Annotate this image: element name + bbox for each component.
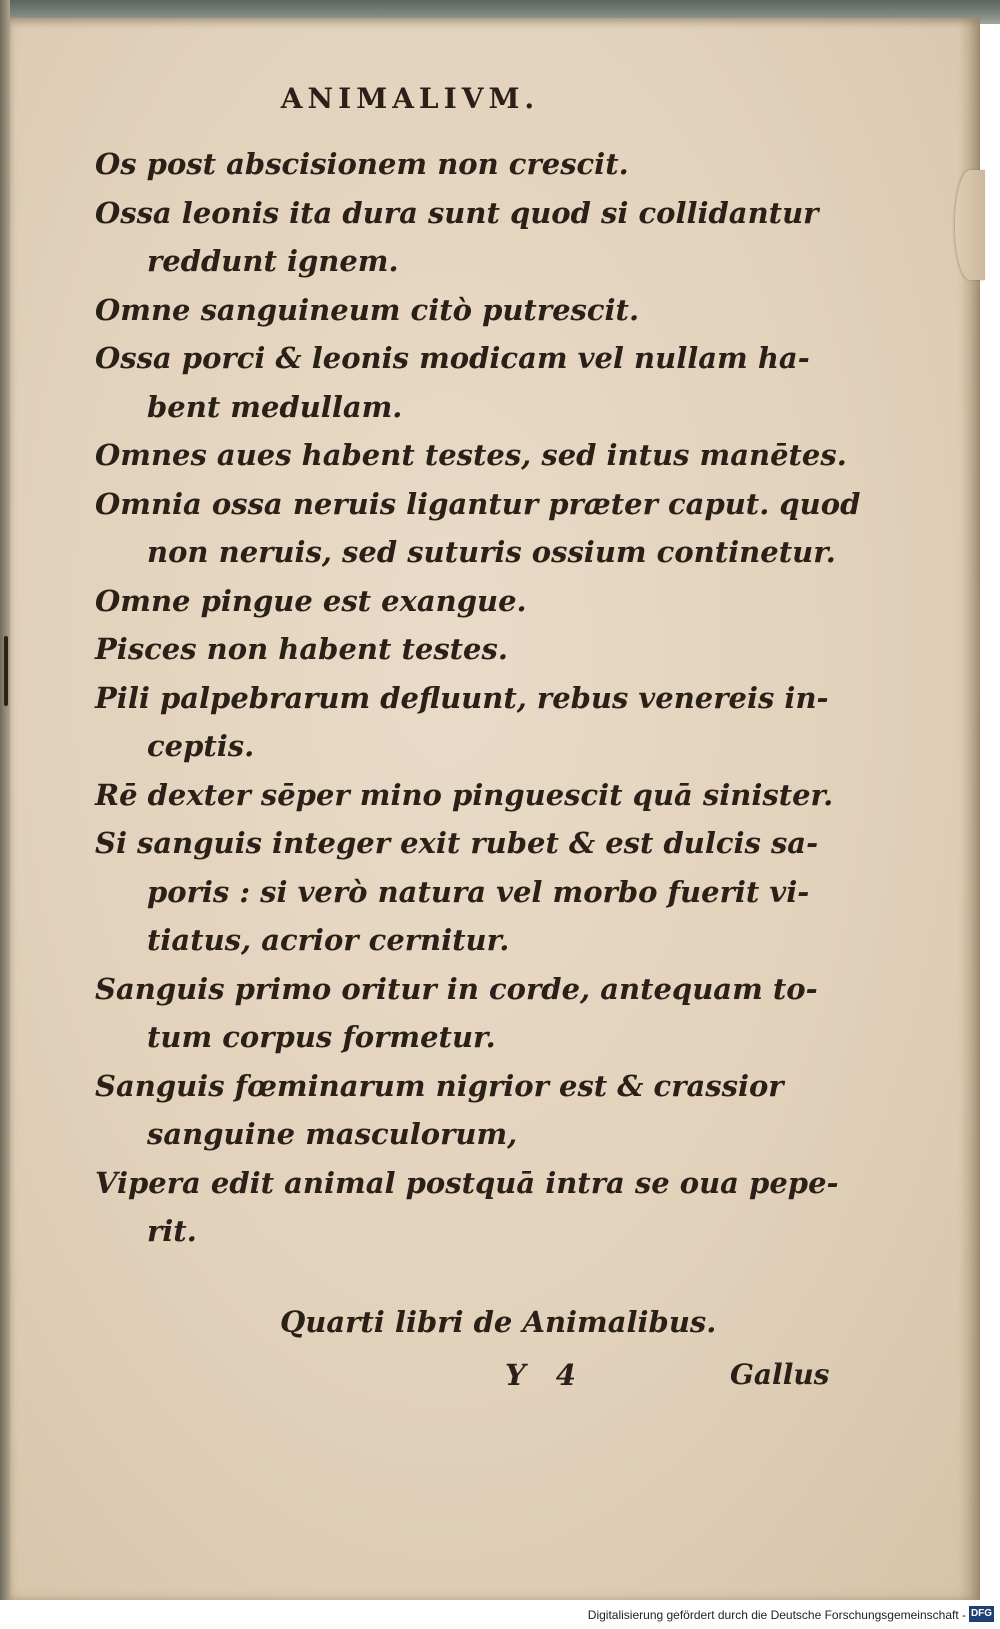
entry-line-continuation: rit. — [147, 1214, 197, 1248]
entry-line: Omne sanguineum citò putrescit. — [95, 292, 640, 327]
catchword: Gallus — [730, 1358, 830, 1391]
entry — [95, 140, 835, 189]
entry — [95, 577, 835, 626]
entry — [95, 286, 835, 335]
book-gutter-left — [0, 0, 10, 1600]
entry-line-continuation: tum corpus formetur. — [147, 1020, 496, 1054]
entry — [95, 771, 835, 820]
entry-line: Sanguis fœminarum nigrior est & crassior — [95, 1068, 784, 1103]
entry — [95, 480, 861, 577]
entry-line: Omnia ossa neruis ligantur præter caput. quod — [95, 486, 861, 521]
entry-line-continuation: tiatus, acrior cernitur. — [147, 923, 510, 957]
entry-line-continuation: reddunt ignem. — [147, 244, 399, 278]
dfg-logo-icon: DFG — [969, 1606, 994, 1622]
entry-line: Ossa leonis ita dura sunt quod si collidantur — [95, 195, 819, 230]
running-head: ANIMALIVM. — [280, 82, 540, 115]
entry-line: Sanguis primo oritur in corde, antequam to- — [95, 971, 818, 1006]
adjacent-page-edge — [955, 170, 985, 280]
entry — [95, 674, 835, 771]
entry-line: Os post abscisionem non crescit. — [95, 147, 629, 181]
entry-line: Si sanguis integer exit rubet & est dulcis sa- — [95, 826, 819, 860]
entry-line-continuation: sanguine masculorum, — [147, 1117, 518, 1151]
entry-line: Rē dexter sēper mino pinguescit quā sinister. — [95, 777, 834, 812]
entry-line: Pili palpebrarum defluunt, rebus venereis in- — [95, 680, 829, 715]
entry — [95, 625, 835, 674]
entry-line: Omne pingue est exangue. — [95, 583, 527, 618]
entry — [95, 1062, 835, 1159]
entry-line: Pisces non habent testes. — [95, 632, 508, 666]
entry — [95, 189, 835, 286]
entry-line: Omnes aues habent testes, sed intus manētes. — [95, 438, 847, 472]
entry-list — [95, 140, 861, 1256]
signature-mark: Y 4 — [505, 1358, 586, 1392]
entry — [95, 1159, 839, 1256]
entry-line: Vipera edit animal postquā intra se oua pepe- — [95, 1165, 839, 1200]
section-colophon: Quarti libri de Animalibus. — [280, 1305, 717, 1339]
funding-credit: Digitalisierung gefördert durch die Deutsche Forschungsgemeinschaft - — [587, 1608, 966, 1622]
entry-line-continuation: ceptis. — [147, 729, 255, 763]
entry — [95, 819, 835, 965]
entry — [95, 431, 847, 480]
entry-line: Ossa porci & leonis modicam vel nullam ha- — [95, 341, 810, 375]
entry-line-continuation: bent medullam. — [147, 389, 403, 424]
gutter-mark — [4, 636, 8, 706]
entry — [95, 965, 835, 1062]
entry-line-continuation: non neruis, sed suturis ossium continetur. — [147, 535, 836, 569]
entry — [95, 334, 835, 431]
entry-line-continuation: poris : si verò natura vel morbo fuerit vi- — [147, 874, 810, 909]
